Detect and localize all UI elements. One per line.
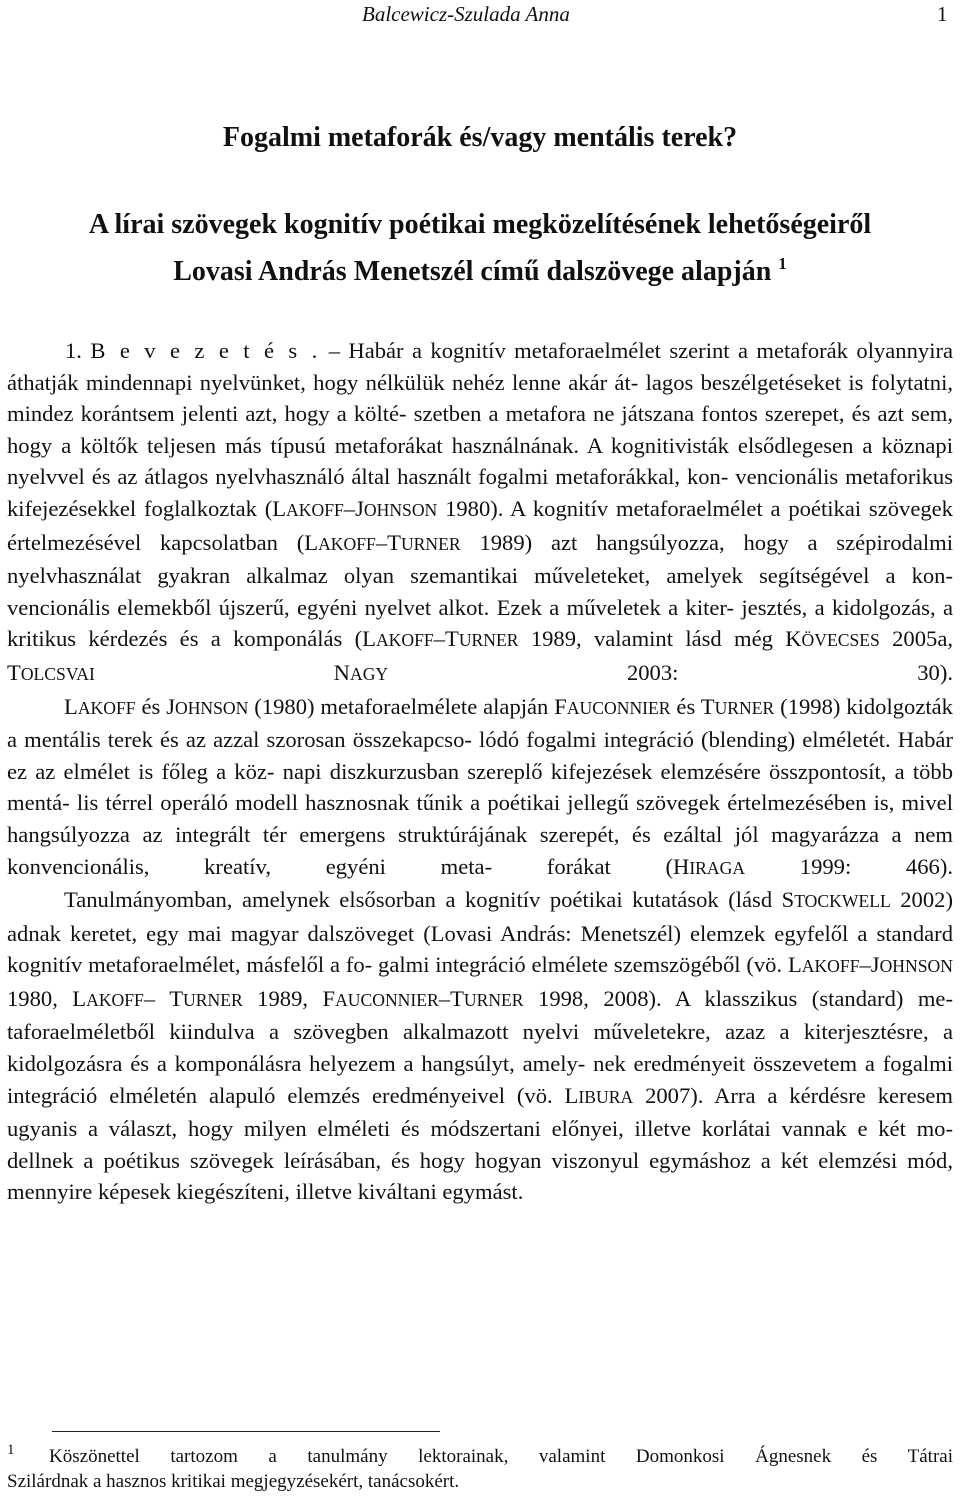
footnote-line-2: Szilárdnak a hasznos kritikai megjegyzésekért, tanácsokért.: [7, 1471, 460, 1492]
paragraph-1: 1. B e v e z e t é s . – Habár a kognitív metaforaelmélet szerint a metaforák olyannyira áthatják mindennapi nyelvünket, hogy nélkülük nehéz lenne akár át- lagos beszélgetéseket is folytatni, mindez korántsem jelenti azt, hogy a költé- szetben a metafora ne játszana fontos szerepet, és azt sem, hogy a költők teljesen más típusú metaforákat használnának. A kognitivisták elsődlegesen a köznapi nyelvvel és az átlagos nyelvhasználó által használt fogalmi metaforákkal, kon- vencionális metaforikus kifejezésekkel foglalkoztak (LAKOFF–JOHNSON 1980). A kognitív metaforaelmélet a poétikai szövegek értelmezésével kapcsolatban (LAKOFF–TURNER 1989) azt hangsúlyozza, hogy a szépirodalmi nyelvhasználat gyakran alkalmaz olyan szemantikai műveleteket, amelyek segítségével a kon- vencionális elemekből újszerű, egyéni nyelvet alkot. Ezek a műveletek a kiter- jesztés, a kidolgozás, a kritikus kérdezés és a komponálás (LAKOFF–TURNER 1989, valamint lásd még KÖVECSES 2005a, TOLCSVAI NAGY 2003: 30).: [7, 338, 954, 685]
section-heading: B e v e z e t é s .: [90, 338, 321, 363]
article-title: Fogalmi metaforák és/vagy mentális terek?: [222, 122, 738, 153]
subtitle-text: Lovasi András Menetszél című dalszövege alapján: [173, 256, 772, 287]
paragraph-2: LAKOFF és JOHNSON (1980) metaforaelmélete alapján FAUCONNIER és TURNER (1998) kidolgozták a mentális terek és az azzal szorosan összekapcso- lódó fogalmi integráció (blending) elméletét. Habár ez az elmélet is főleg a köz- napi diszkurzusban szereplő kifejezések elemzésére összpontosít, a több mentá- lis térrel operáló modell hasznosnak tűnik a poétikai jellegű szövegek értelmezésében is, mivel hangsúlyozza az integrált tér emergens struktúrájának szerepét, és ezáltal jól magyarázza a nem konvencionális, kreatív, egyéni meta- forákat (HIRAGA 1999: 466).: [7, 693, 954, 879]
footnote-separator: [52, 1431, 440, 1432]
running-header: [0, 2, 960, 30]
section-number: 1.: [65, 338, 82, 363]
footnote-reference: 1: [778, 254, 787, 273]
article-subtitle-line1: A lírai szövegek kognitív poétikai megközelítésének lehetőségeiről: [88, 209, 872, 240]
footnote-mark: 1: [7, 1442, 15, 1458]
page-number: 1: [937, 2, 948, 26]
footnote-text-1: Köszönettel tartozom a tanulmány lektorainak, valamint Domonkosi Ágnesnek és Tátrai: [49, 1446, 954, 1467]
body-text: [7, 335, 953, 1208]
footnote-line-1: [7, 1444, 953, 1469]
paragraph-3: Tanulmányomban, amelynek elsősorban a kognitív poétikai kutatások (lásd STOCKWELL 2002) adnak keretet, egy mai magyar dalszöveget (Lovasi András: Menetszél) elemzek egyfelől a standard kognitív metaforaelmélet, másfelől a fo- galmi integráció elmélete szemszögéből (vö. LAKOFF–JOHNSON 1980, LAKOFF– TURNER 1989, FAUCONNIER–TURNER 1998, 2008). A klasszikus (standard) me- taforaelméletből kiindulva a szövegben alkalmazott nyelvi műveletekre, azaz a kiterjesztésre, a kidolgozásra és a komponálásra helyezem a hangsúlyt, amely- nek eredményeit összevetem a fogalmi integráció elméletén alapuló elemzés eredményeivel (vö. LIBURA 2007). Arra a kérdésre keresem ugyanis a választ, hogy milyen elméleti és módszertani előnyei, illetve korlátai vannak e két mo- dellnek a poétikus szövegek leírásában, és hogy hogyan viszonyul egymáshoz a két elemzési mód, mennyire képesek kiegészíteni, illetve kiváltani egymást.: [7, 887, 954, 1205]
footnote: [7, 1444, 953, 1494]
article-subtitle-line2: [0, 256, 960, 288]
header-author: Balcewicz-Szulada Anna: [362, 2, 570, 26]
